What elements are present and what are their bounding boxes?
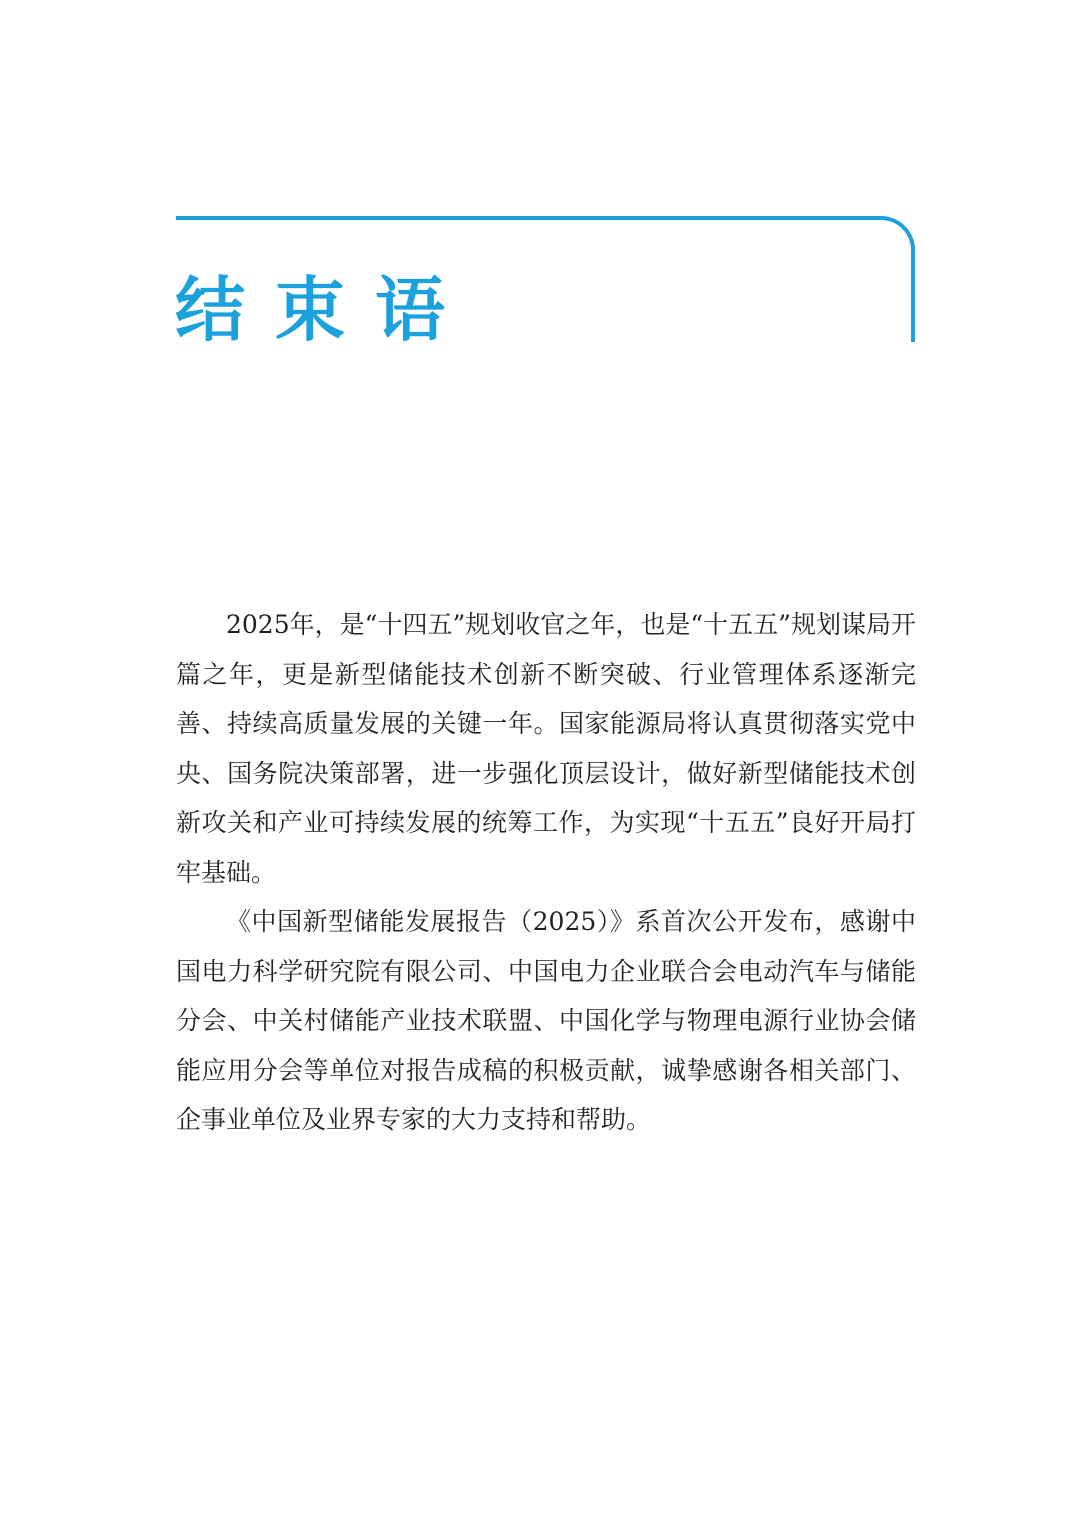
paragraph-acknowledgements: 《中国新型储能发展报告（2025）》系首次公开发布，感谢中国电力科学研究院有限公司、中国电力企业联合会电动汽车与储能分会、中关村储能产业技术联盟、中国化学与物理电源行业协会储能应用分会等单位对报告成稿的积极贡献，诚挚感谢各相关部门、企事业单位及业界专家的大力支持和帮助。 (176, 907, 916, 1134)
page-title: 结束语 (175, 269, 475, 351)
body-text (176, 600, 916, 1145)
paragraph-closing-outlook: 2025年，是“十四五”规划收官之年，也是“十五五”规划谋局开篇之年，更是新型储能技术创新不断突破、行业管理体系逐渐完善、持续高质量发展的关键一年。国家能源局将认真贯彻落实党中央、国务院决策部署，进一步强化顶层设计，做好新型储能技术创新攻关和产业可持续发展的统筹工作，为实现“十五五”良好开局打牢基础。 (176, 610, 916, 887)
